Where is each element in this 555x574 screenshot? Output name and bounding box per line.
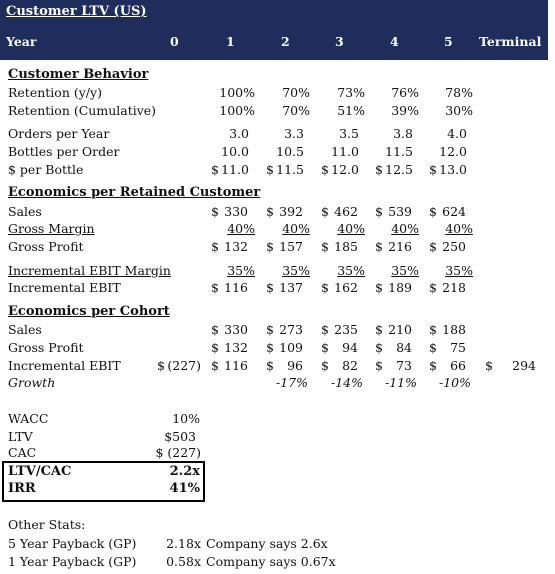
currency-sign: $ <box>375 204 383 219</box>
currency-sign: $ <box>266 358 274 373</box>
currency-sign: $ <box>211 162 219 177</box>
ltv-value: $503 <box>164 429 196 444</box>
cell: 73% <box>337 85 365 100</box>
cell: 189 <box>388 280 412 295</box>
currency-sign: $ <box>266 340 274 355</box>
year-header-row <box>0 24 548 60</box>
cell: 624 <box>442 204 466 219</box>
currency-sign: $ <box>211 340 219 355</box>
row-label: Retention (Cumulative) <box>8 103 157 118</box>
currency-sign: $ <box>266 322 274 337</box>
cell: 13.0 <box>439 162 467 177</box>
currency-sign: $ <box>321 358 329 373</box>
currency-sign: $ <box>375 358 383 373</box>
year-5: 5 <box>444 34 453 49</box>
row-label: Growth <box>8 375 56 390</box>
currency-sign: $ <box>429 340 437 355</box>
cell: 3.8 <box>393 126 413 141</box>
row-label: Incremental EBIT Margin <box>8 263 171 278</box>
cell: 35% <box>391 263 419 278</box>
cac-label: CAC <box>8 445 37 460</box>
currency-sign: $ <box>211 358 219 373</box>
currency-sign: $ <box>211 204 219 219</box>
cell: 35% <box>445 263 473 278</box>
wacc-value: 10% <box>172 411 200 426</box>
cell: 210 <box>388 322 412 337</box>
currency-sign: $ <box>429 358 437 373</box>
currency-sign: $ <box>321 239 329 254</box>
cell: 40% <box>282 221 310 236</box>
cell: 51% <box>337 103 365 118</box>
cell: 35% <box>227 263 255 278</box>
wacc-label: WACC <box>8 411 49 426</box>
payback-1yr-value: 0.58x <box>166 554 201 569</box>
currency-sign: $ <box>321 204 329 219</box>
row-label: Retention (y/y) <box>8 85 102 100</box>
cell: 157 <box>279 239 303 254</box>
currency-sign: $ <box>266 162 274 177</box>
currency-sign: $ <box>375 340 383 355</box>
currency-sign: $ <box>429 239 437 254</box>
ltv-cac-value: 2.2x <box>169 464 200 479</box>
cell: 10.0 <box>221 144 249 159</box>
row-label: Gross Profit <box>8 239 84 254</box>
cell: 3.5 <box>339 126 359 141</box>
currency-sign: $ <box>321 162 329 177</box>
cell: 132 <box>224 239 248 254</box>
currency-sign: $ <box>485 358 493 373</box>
terminal-label: Terminal <box>479 34 542 49</box>
cell: 70% <box>282 85 310 100</box>
section-cohort: Economics per Cohort <box>8 304 170 319</box>
cell: 35% <box>282 263 310 278</box>
cell: 70% <box>282 103 310 118</box>
currency-sign: $ <box>375 322 383 337</box>
cell: 12.5 <box>385 162 413 177</box>
cell: 235 <box>334 322 358 337</box>
year-2: 2 <box>281 34 290 49</box>
cell: -17% <box>275 375 308 390</box>
cell: 539 <box>388 204 412 219</box>
currency-sign: $ <box>266 280 274 295</box>
cell: 12.0 <box>331 162 359 177</box>
cell-year-0: (227) <box>167 358 201 373</box>
year-4: 4 <box>390 34 399 49</box>
cell: 250 <box>442 239 466 254</box>
row-label: Sales <box>8 322 42 337</box>
cell: 137 <box>279 280 303 295</box>
cell: 216 <box>388 239 412 254</box>
cell: 78% <box>445 85 473 100</box>
cell-terminal: 294 <box>512 358 536 373</box>
cell: 188 <box>442 322 466 337</box>
cell: 100% <box>219 85 255 100</box>
payback-1yr-label: 1 Year Payback (GP) <box>8 554 137 569</box>
currency-sign: $ <box>429 322 437 337</box>
cell: 40% <box>337 221 365 236</box>
currency-sign: $ <box>266 239 274 254</box>
cell: 94 <box>342 340 358 355</box>
cell: 66 <box>450 358 466 373</box>
cell: 273 <box>279 322 303 337</box>
irr-label: IRR <box>8 481 36 496</box>
year-0: 0 <box>170 34 179 49</box>
cell: 3.0 <box>229 126 249 141</box>
cell: 40% <box>227 221 255 236</box>
cell: -14% <box>330 375 363 390</box>
cell: 330 <box>224 204 248 219</box>
row-label: $ per Bottle <box>8 162 84 177</box>
currency-sign: $ <box>321 340 329 355</box>
row-label: Gross Margin <box>8 221 95 236</box>
currency-sign: $ <box>211 239 219 254</box>
row-label: Orders per Year <box>8 126 110 141</box>
cell: 35% <box>337 263 365 278</box>
cell: 132 <box>224 340 248 355</box>
cell: 30% <box>445 103 473 118</box>
currency-sign: $ <box>375 239 383 254</box>
currency-sign: $ <box>375 162 383 177</box>
currency-sign: $ <box>266 204 274 219</box>
cell: 40% <box>445 221 473 236</box>
currency-sign: $ <box>429 162 437 177</box>
section-customer-behavior: Customer Behavior <box>8 67 149 82</box>
cell: 185 <box>334 239 358 254</box>
irr-value: 41% <box>169 481 200 496</box>
cell: 76% <box>391 85 419 100</box>
currency-sign: $ <box>321 322 329 337</box>
cell: 218 <box>442 280 466 295</box>
currency-sign: $ <box>429 204 437 219</box>
currency-sign: $ <box>429 280 437 295</box>
cell: 11.5 <box>276 162 304 177</box>
cell: 11.0 <box>221 162 249 177</box>
cac-value: $ (227) <box>155 445 201 460</box>
cell: 392 <box>279 204 303 219</box>
section-retained-customer: Economics per Retained Customer <box>8 185 261 200</box>
currency-sign: $ <box>211 280 219 295</box>
cell: 162 <box>334 280 358 295</box>
currency-sign: $ <box>211 322 219 337</box>
payback-1yr-note: Company says 0.67x <box>206 554 336 569</box>
cell: 40% <box>391 221 419 236</box>
cell: 11.5 <box>385 144 413 159</box>
cell: 12.0 <box>439 144 467 159</box>
row-label: Incremental EBIT <box>8 358 121 373</box>
ltv-label: LTV <box>8 429 33 444</box>
cell: 462 <box>334 204 358 219</box>
currency-sign: $ <box>375 280 383 295</box>
cell: 100% <box>219 103 255 118</box>
ltv-cac-label: LTV/CAC <box>8 464 72 479</box>
cell: 96 <box>287 358 303 373</box>
cell: 84 <box>396 340 412 355</box>
cell: 330 <box>224 322 248 337</box>
cell: 109 <box>279 340 303 355</box>
cell: 75 <box>450 340 466 355</box>
row-label: Sales <box>8 204 42 219</box>
cell: 116 <box>224 358 248 373</box>
currency-sign: $ <box>321 280 329 295</box>
cell: 10.5 <box>276 144 304 159</box>
other-stats-title: Other Stats: <box>8 517 86 532</box>
cell: -10% <box>438 375 471 390</box>
cell: 82 <box>342 358 358 373</box>
year-1: 1 <box>226 34 235 49</box>
cell: 4.0 <box>447 126 467 141</box>
row-label: Bottles per Order <box>8 144 120 159</box>
year-label: Year <box>6 34 37 49</box>
payback-5yr-label: 5 Year Payback (GP) <box>8 536 137 551</box>
cell: -11% <box>384 375 417 390</box>
title-bar <box>0 0 548 24</box>
year-3: 3 <box>335 34 344 49</box>
currency-sign: $ <box>157 358 165 373</box>
page-title: Customer LTV (US) <box>6 4 147 19</box>
cell: 116 <box>224 280 248 295</box>
cell: 3.3 <box>284 126 304 141</box>
cell: 11.0 <box>331 144 359 159</box>
payback-5yr-note: Company says 2.6x <box>206 536 328 551</box>
row-label: Incremental EBIT <box>8 280 121 295</box>
cell: 73 <box>396 358 412 373</box>
payback-5yr-value: 2.18x <box>166 536 201 551</box>
cell: 39% <box>391 103 419 118</box>
row-label: Gross Profit <box>8 340 84 355</box>
